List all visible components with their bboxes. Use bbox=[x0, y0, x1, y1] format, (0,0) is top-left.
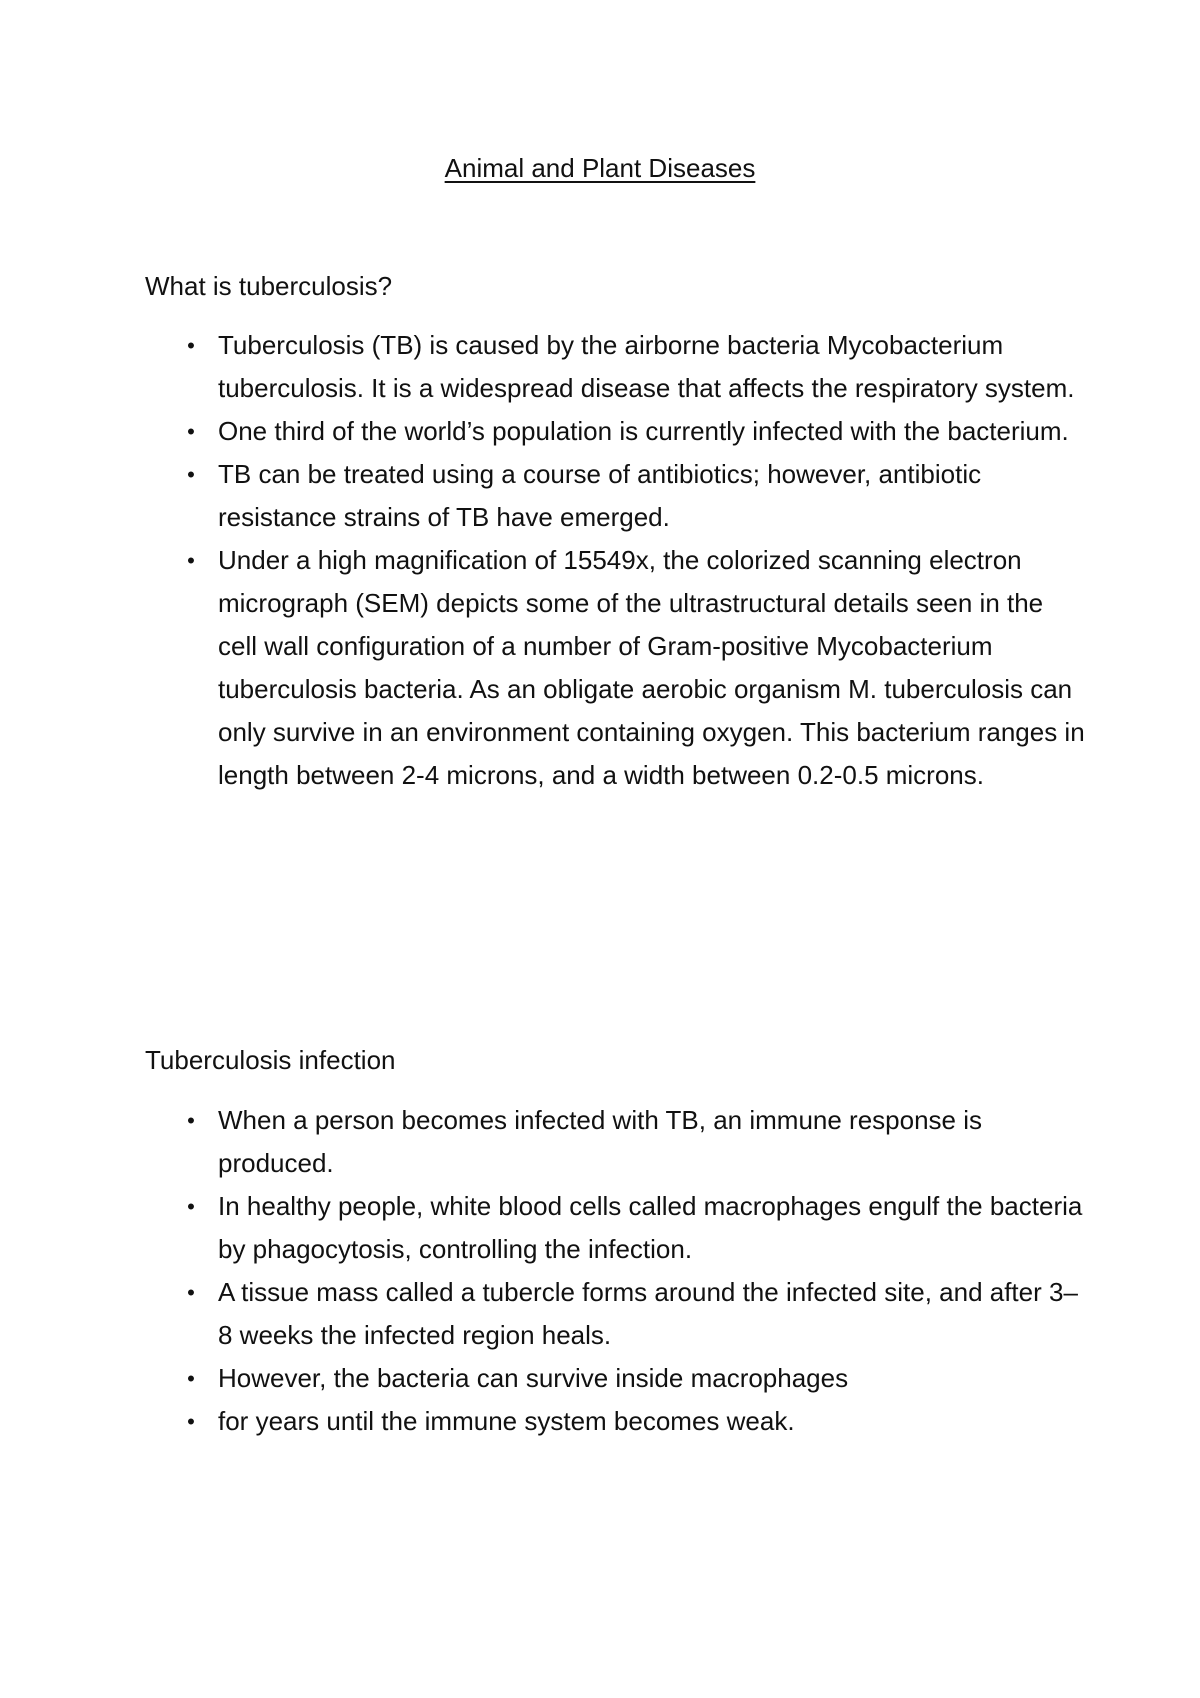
bullet-item bbox=[145, 1400, 1085, 1443]
bullet-item bbox=[145, 1357, 1085, 1400]
bullet-icon: • bbox=[187, 1194, 195, 1219]
document-title bbox=[0, 148, 1200, 188]
bullet-text: Tuberculosis (TB) is caused by the airborne bacteria Mycobacterium tuberculosis. It is a widespread disease that affects the respiratory system. bbox=[218, 330, 1075, 403]
bullet-text: In healthy people, white blood cells called macrophages engulf the bacteria by phagocytosis, controlling the infection. bbox=[218, 1191, 1083, 1264]
bullet-text: TB can be treated using a course of antibiotics; however, antibiotic resistance strains of TB have emerged. bbox=[218, 459, 982, 532]
bullet-item bbox=[145, 453, 1085, 539]
bullet-list-tuberculosis-infection bbox=[145, 1099, 1085, 1443]
bullet-text: A tissue mass called a tubercle forms around the infected site, and after 3–8 weeks the infected region heals. bbox=[218, 1277, 1078, 1350]
bullet-item bbox=[145, 410, 1085, 453]
bullet-icon: • bbox=[187, 1409, 195, 1434]
bullet-item bbox=[145, 539, 1085, 797]
bullet-icon: • bbox=[187, 1108, 195, 1133]
document-title-text: Animal and Plant Diseases bbox=[444, 153, 756, 183]
bullet-text: However, the bacteria can survive inside macrophages bbox=[218, 1363, 849, 1393]
bullet-icon: • bbox=[187, 548, 195, 573]
bullet-item bbox=[145, 1271, 1085, 1357]
bullet-text: Under a high magnification of 15549x, the colorized scanning electron micrograph (SEM) depicts some of the ultrastructural details seen in the cell wall configuration of a number of Gram-positive Mycobacterium tuberculosis bacteria. As an obligate aerobic organism M. tuberculosis can only survive in an environment containing oxygen. This bacterium ranges in length between 2-4 microns, and a width between 0.2-0.5 microns. bbox=[218, 545, 1085, 790]
bullet-text: One third of the world’s population is currently infected with the bacterium. bbox=[218, 416, 1069, 446]
bullet-icon: • bbox=[187, 1366, 195, 1391]
bullet-icon: • bbox=[187, 419, 195, 444]
section-heading-what-is-tuberculosis: What is tuberculosis? bbox=[145, 271, 393, 301]
bullet-list-what-is-tuberculosis bbox=[145, 324, 1085, 797]
bullet-icon: • bbox=[187, 333, 195, 358]
bullet-item bbox=[145, 1099, 1085, 1185]
bullet-item bbox=[145, 324, 1085, 410]
bullet-icon: • bbox=[187, 462, 195, 487]
bullet-text: When a person becomes infected with TB, an immune response is produced. bbox=[218, 1105, 983, 1178]
bullet-icon: • bbox=[187, 1280, 195, 1305]
bullet-text: for years until the immune system becomes weak. bbox=[218, 1406, 795, 1436]
bullet-item bbox=[145, 1185, 1085, 1271]
section-heading-tuberculosis-infection: Tuberculosis infection bbox=[145, 1045, 396, 1075]
